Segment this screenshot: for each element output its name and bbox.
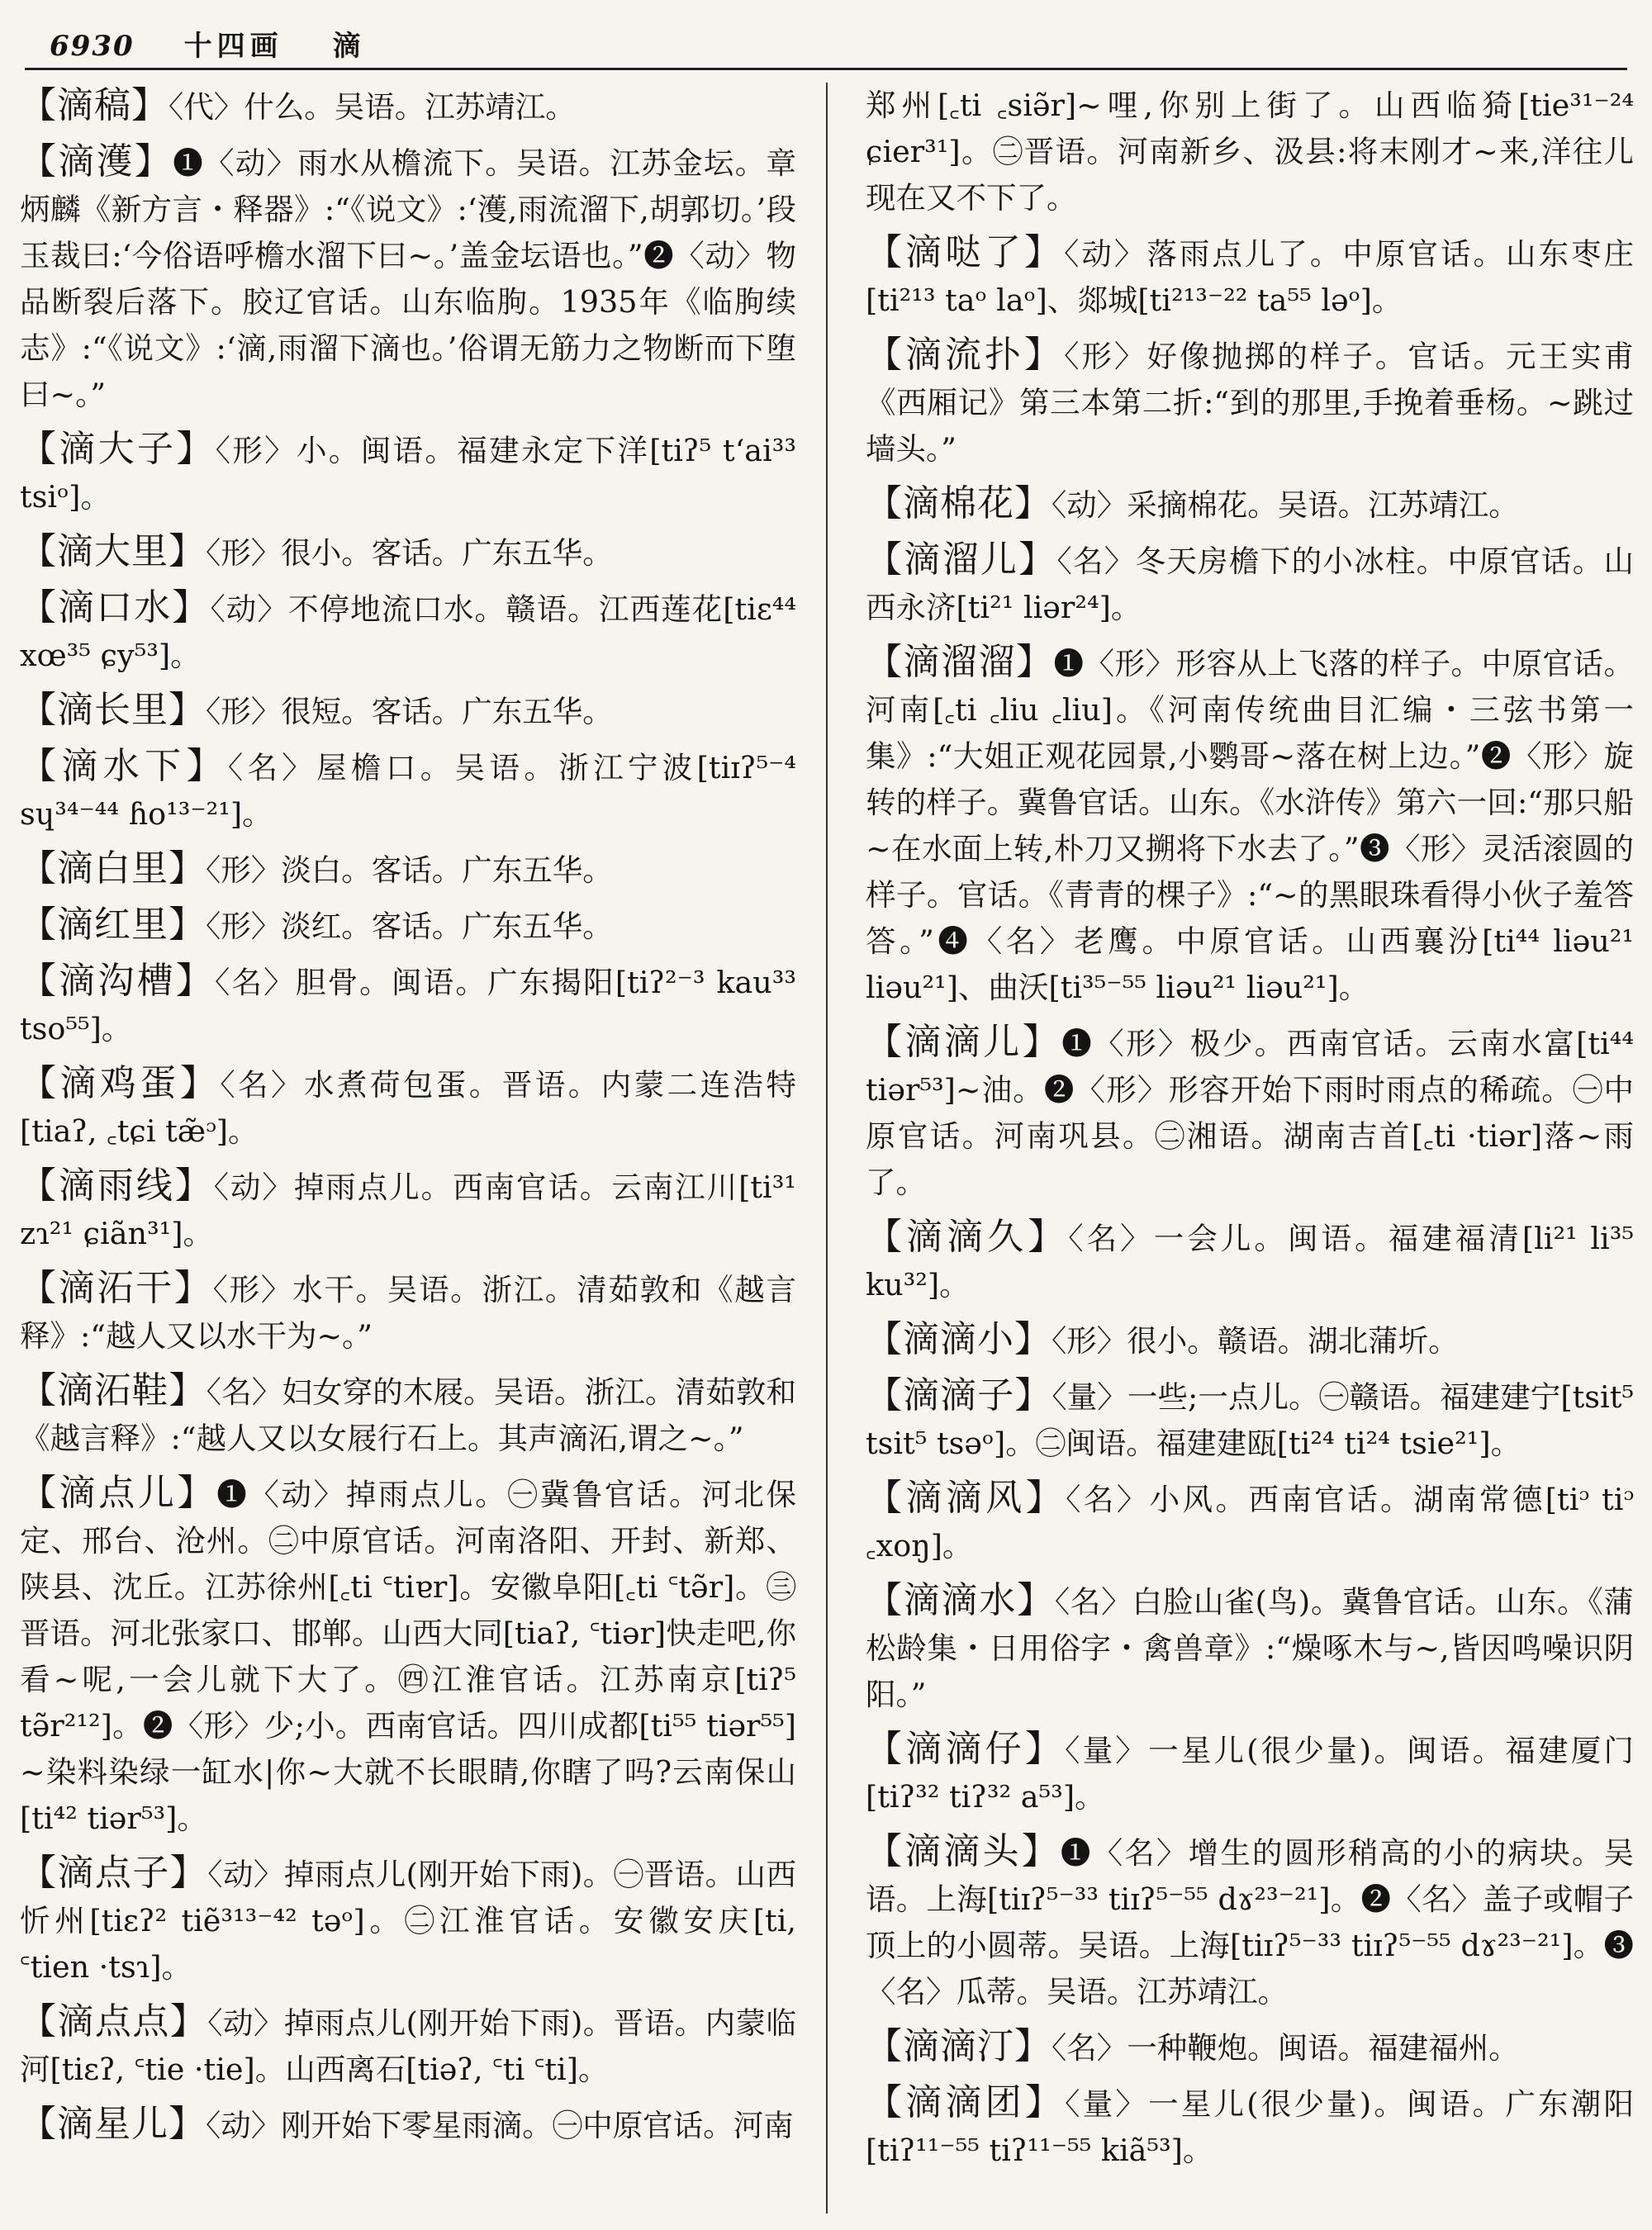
dictionary-entry: [20, 2101, 796, 2149]
entry-definition: 〈名〉水煮荷包蛋。晋语。内蒙二连浩特[tiaʔ, ꜀tɕi tæ̃ᵓ]。: [20, 1067, 796, 1149]
entry-definition: 〈代〉什么。吴语。江苏靖江。: [169, 89, 576, 125]
dictionary-entry: [20, 83, 796, 130]
entry-headword: 【滴口水】: [20, 586, 211, 629]
entry-headword: 【滴白里】: [20, 847, 206, 890]
entry-headword: 【滴沟槽】: [20, 960, 216, 1002]
entry-headword: 【滴流扑】: [866, 334, 1065, 376]
entry-definition: 〈形〉小。闽语。福建永定下洋[tiʔ⁵ t‘ai³³ tsiᵒ]。: [20, 433, 796, 515]
entry-headword: 【滴滴子】: [866, 1374, 1052, 1416]
entry-definition: 〈动〉落雨点儿了。中原官话。山东枣庄[ti²¹³ taᵒ laᵒ]、郯城[ti²¹³⁻²² ta⁵⁵ ləᵒ]。: [866, 236, 1634, 318]
entry-headword: 【滴沰干】: [20, 1267, 213, 1309]
dictionary-entry: [20, 687, 796, 735]
entry-definition: 〈名〉胆骨。闽语。广东揭阳[tiʔ²⁻³ kau³³ tso⁵⁵]。: [20, 965, 796, 1046]
page-header: [50, 23, 1602, 73]
entry-definition: 〈名〉小风。西南官话。湖南常德[tiᵓ tiᵓ ꜀xoŋ]。: [866, 1482, 1634, 1563]
entry-definition: 〈动〉掉雨点儿(刚开始下雨)。㊀晋语。山西忻州[tiɛʔ² tiẽ³¹³⁻⁴² təᵒ]。㊁江淮官话。安徽安庆[ti, ꜂tien ·tsɿ]。: [20, 1857, 796, 1985]
column-divider: [826, 83, 828, 2213]
entry-headword: 【滴棉花】: [866, 482, 1051, 524]
entry-headword: 【滴滴风】: [866, 1477, 1066, 1519]
dictionary-entry: [20, 743, 796, 837]
entry-headword: 【滴溜儿】: [866, 539, 1057, 581]
dictionary-entry: [866, 230, 1634, 324]
dictionary-entry: [20, 529, 796, 576]
dictionary-entry: [20, 426, 796, 520]
dictionary-entry: [20, 585, 796, 679]
dictionary-entry: [20, 1060, 796, 1155]
header-rule: [25, 68, 1627, 70]
entry-definition: 〈名〉屋檐口。吴语。浙江宁波[tiɪʔ⁵⁻⁴ sɥ³⁴⁻⁴⁴ ɦo¹³⁻²¹]。: [20, 750, 796, 832]
entry-headword: 【滴滴水】: [866, 1579, 1055, 1621]
entry-definition: 〈形〉很小。客话。广东五华。: [206, 535, 613, 571]
entry-definition: 〈形〉淡红。客话。广东五华。: [206, 909, 613, 944]
dictionary-entry: [866, 1214, 1634, 1308]
dictionary-entry: [20, 1265, 796, 1359]
entry-headword: 【滴濩】: [20, 140, 173, 183]
entry-definition: 〈形〉好像抛掷的样子。官话。元王实甫《西厢记》第三本第二折:“到的那里,手挽着垂杨。~跳过墙头。”: [866, 339, 1634, 467]
entry-headword: 【滴滴团】: [866, 2081, 1066, 2123]
entry-definition: 〈形〉水干。吴语。浙江。清茹敦和《越言释》:“越人又以水干为~。”: [20, 1272, 796, 1354]
entry-headword: 【滴点子】: [20, 1852, 208, 1894]
dictionary-entry: [866, 1475, 1634, 1569]
entry-headword: 【滴稿】: [20, 84, 169, 126]
head-character: 滴: [332, 30, 366, 63]
entry-definition: 〈量〉一些;一点儿。㊀赣语。福建建宁[tsit⁵ tsit⁵ tsəᵒ]。㊁闽语。福建建瓯[ti²⁴ ti²⁴ tsie²¹]。: [866, 1379, 1634, 1461]
entry-definition: 〈动〉掉雨点儿(刚开始下雨)。晋语。内蒙临河[tiɛʔ, ꜂tie ·tie]。山西离石[tiəʔ, ꜂ti ꜂ti]。: [20, 2005, 796, 2087]
entry-definition: ❶〈名〉增生的圆形稍高的小的病块。吴语。上海[tiɪʔ⁵⁻³³ tiɪʔ⁵⁻⁵⁵ dɤ²³⁻²¹]。❷〈名〉盖子或帽子顶上的小圆蒂。吴语。上海[tiɪʔ⁵⁻³³ tiɪʔ⁵⁻⁵⁵ dɤ²³⁻²¹]。❸〈名〉瓜蒂。吴语。江苏靖江。: [866, 1835, 1634, 2009]
entry-definition: 〈动〉不停地流口水。赣语。江西莲花[tiɛ⁴⁴ xœ³⁵ ɕy⁵³]。: [20, 591, 796, 673]
dictionary-entry: [866, 1373, 1634, 1467]
entry-headword: 【滴滴小】: [866, 1318, 1051, 1360]
entry-definition: 〈动〉采摘棉花。吴语。江苏靖江。: [1051, 487, 1519, 523]
entry-definition: ❶〈形〉形容从上飞落的样子。中原官话。河南[꜀ti ꜀liu ꜀liu]。《河南传统曲目汇编・三弦书第一集》:“大姐正观花园景,小鹦哥~落在树上边。”❷〈形〉旋转的样子。冀鲁官话。山东。《水浒传》第六一回:“那只船~在水面上转,朴刀又搠将下水去了。”❸〈形〉灵活滚圆的样子。官话。《青青的棵子》:“~的黑眼珠看得小伙子羞答答。”❹〈名〉老鹰。中原官话。山西襄汾[ti⁴⁴ liəu²¹ liəu²¹]、曲沃[ti³⁵⁻⁵⁵ liəu²¹ liəu²¹]。: [866, 646, 1634, 1005]
entry-definition: ❶〈动〉掉雨点儿。㊀冀鲁官话。河北保定、邢台、沧州。㊁中原官话。河南洛阳、开封、新郑、陕县、沈丘。江苏徐州[꜀ti ꜂tiɐr]。安徽阜阳[꜀ti ꜂tə̃r]。㊂晋语。河北张家口、邯郸。山西大同[tiaʔ, ꜂tiər]快走吧,你看~呢,一会儿就下大了。㊃江淮官话。江苏南京[tiʔ⁵ tə̃r²¹²]。❷〈形〉少;小。西南官话。四川成都[ti⁵⁵ tiər⁵⁵] ~染料染绿一缸水|你~大就不长眼睛,你瞎了吗?云南保山[ti⁴² tiər⁵³]。: [20, 1477, 796, 1836]
entry-definition: 〈名〉白脸山雀(鸟)。冀鲁官话。山东。《蒲松龄集・日用俗字・禽兽章》:“燥啄木与~,皆因鸣噪识阴阳。”: [866, 1584, 1634, 1712]
dictionary-entry: [866, 537, 1634, 631]
entry-headword: 【滴滴久】: [866, 1216, 1069, 1258]
dictionary-entry: [20, 1163, 796, 1257]
entry-headword: 【滴雨线】: [20, 1165, 214, 1207]
dictionary-entry: [866, 1019, 1634, 1206]
dictionary-entry: [20, 902, 796, 950]
dictionary-entry: [20, 846, 796, 894]
dictionary-entry: [20, 1470, 796, 1842]
entry-definition: 〈动〉刚开始下零星雨滴。㊀中原官话。河南: [206, 2108, 794, 2143]
dictionary-entry: [866, 481, 1634, 529]
entry-headword: 【滴水下】: [20, 745, 228, 787]
dictionary-entry: [866, 2024, 1634, 2071]
left-column: [20, 83, 796, 2213]
entry-definition: 〈名〉一会儿。闽语。福建福清[li²¹ li³⁵ ku³²]。: [866, 1221, 1634, 1302]
entry-headword: 【滴大里】: [20, 530, 206, 572]
dictionary-entry: [20, 1999, 796, 2093]
entry-headword: 【滴溜溜】: [866, 641, 1054, 683]
entry-headword: 【滴红里】: [20, 904, 206, 946]
entry-headword: 【滴星儿】: [20, 2103, 206, 2145]
entry-headword: 【滴点儿】: [20, 1472, 217, 1514]
entry-definition: 〈名〉妇女穿的木屐。吴语。浙江。清茹敦和《越言释》:“越人又以女屐行石上。其声滴沰,谓之~。”: [20, 1374, 796, 1456]
entry-definition: 〈形〉很短。客话。广东五华。: [206, 694, 613, 729]
entry-definition: 郑州[꜀ti ꜀siə̃r]~哩,你别上街了。山西临猗[tie³¹⁻²⁴ ɕier³¹]。㊁晋语。河南新乡、汲县:将末刚才~来,洋往儿现在又不下了。: [866, 88, 1634, 216]
entry-headword: 【滴滴头】: [866, 1830, 1061, 1872]
entry-definition: 〈名〉冬天房檐下的小冰柱。中原官话。山西永济[ti²¹ liər²⁴]。: [866, 543, 1634, 625]
dictionary-entry: [20, 1368, 796, 1462]
entry-definition: 〈名〉一种鞭炮。闽语。福建福州。: [1051, 2030, 1519, 2066]
dictionary-entry: [866, 1317, 1634, 1364]
entry-definition: 〈量〉一星儿(很少量)。闽语。广东潮阳[tiʔ¹¹⁻⁵⁵ tiʔ¹¹⁻⁵⁵ kiã⁵³]。: [866, 2086, 1634, 2168]
entry-headword: 【滴点点】: [20, 2000, 208, 2043]
right-column: [866, 83, 1634, 2213]
dictionary-entry: [20, 139, 796, 418]
entry-definition: 〈量〉一星儿(很少量)。闽语。福建厦门[tiʔ³² tiʔ³² a⁵³]。: [866, 1733, 1634, 1815]
entry-headword: 【滴鸡蛋】: [20, 1062, 221, 1104]
dictionary-entry: [20, 958, 796, 1052]
page-number: 6930: [50, 30, 135, 63]
entry-headword: 【滴滴汀】: [866, 2025, 1051, 2067]
entry-definition: ❶〈形〉极少。西南官话。云南水富[ti⁴⁴ tiər⁵³]~油。❷〈形〉形容开始下雨时雨点的稀疏。㊀中原官话。河南巩县。㊁湘语。湖南吉首[꜀ti ·tiər]落~雨了。: [866, 1026, 1634, 1200]
dictionary-entry: [866, 2080, 1634, 2174]
entry-headword: 【滴滴儿】: [866, 1021, 1062, 1063]
entry-headword: 【滴大子】: [20, 428, 216, 470]
entry-definition: 〈形〉很小。赣语。湖北蒲圻。: [1051, 1323, 1459, 1359]
entry-definition: 〈动〉掉雨点儿。西南官话。云南江川[ti³¹ zɿ²¹ ɕiãn³¹]。: [20, 1170, 796, 1251]
entry-headword: 【滴长里】: [20, 689, 206, 731]
dictionary-entry: [866, 332, 1634, 472]
entry-definition: 〈形〉淡白。客话。广东五华。: [206, 852, 613, 888]
dictionary-entry: [866, 1726, 1634, 1820]
section-title: 十四画: [183, 30, 283, 63]
entry-headword: 【滴哒了】: [866, 231, 1065, 273]
entry-definition: ❶〈动〉雨水从檐流下。吴语。江苏金坛。章炳麟《新方言・释器》:“《说文》:‘濩,雨流溜下,胡郭切。’段玉裁曰:‘今俗语呼檐水溜下曰~。’盖金坛语也。”❷〈动〉物品断裂后落下。胶辽官话。山东临朐。1935年《临朐续志》:“《说文》:‘滴,雨溜下滴也。’俗谓无筋力之物断而下堕曰~。”: [20, 145, 796, 412]
entry-headword: 【滴滴仔】: [866, 1728, 1066, 1770]
dictionary-entry: [866, 1829, 1634, 2015]
dictionary-entry: [866, 83, 1634, 221]
entry-headword: 【滴沰鞋】: [20, 1369, 206, 1412]
dictionary-entry: [866, 639, 1634, 1011]
dictionary-entry: [866, 1578, 1634, 1718]
dictionary-entry: [20, 1850, 796, 1990]
